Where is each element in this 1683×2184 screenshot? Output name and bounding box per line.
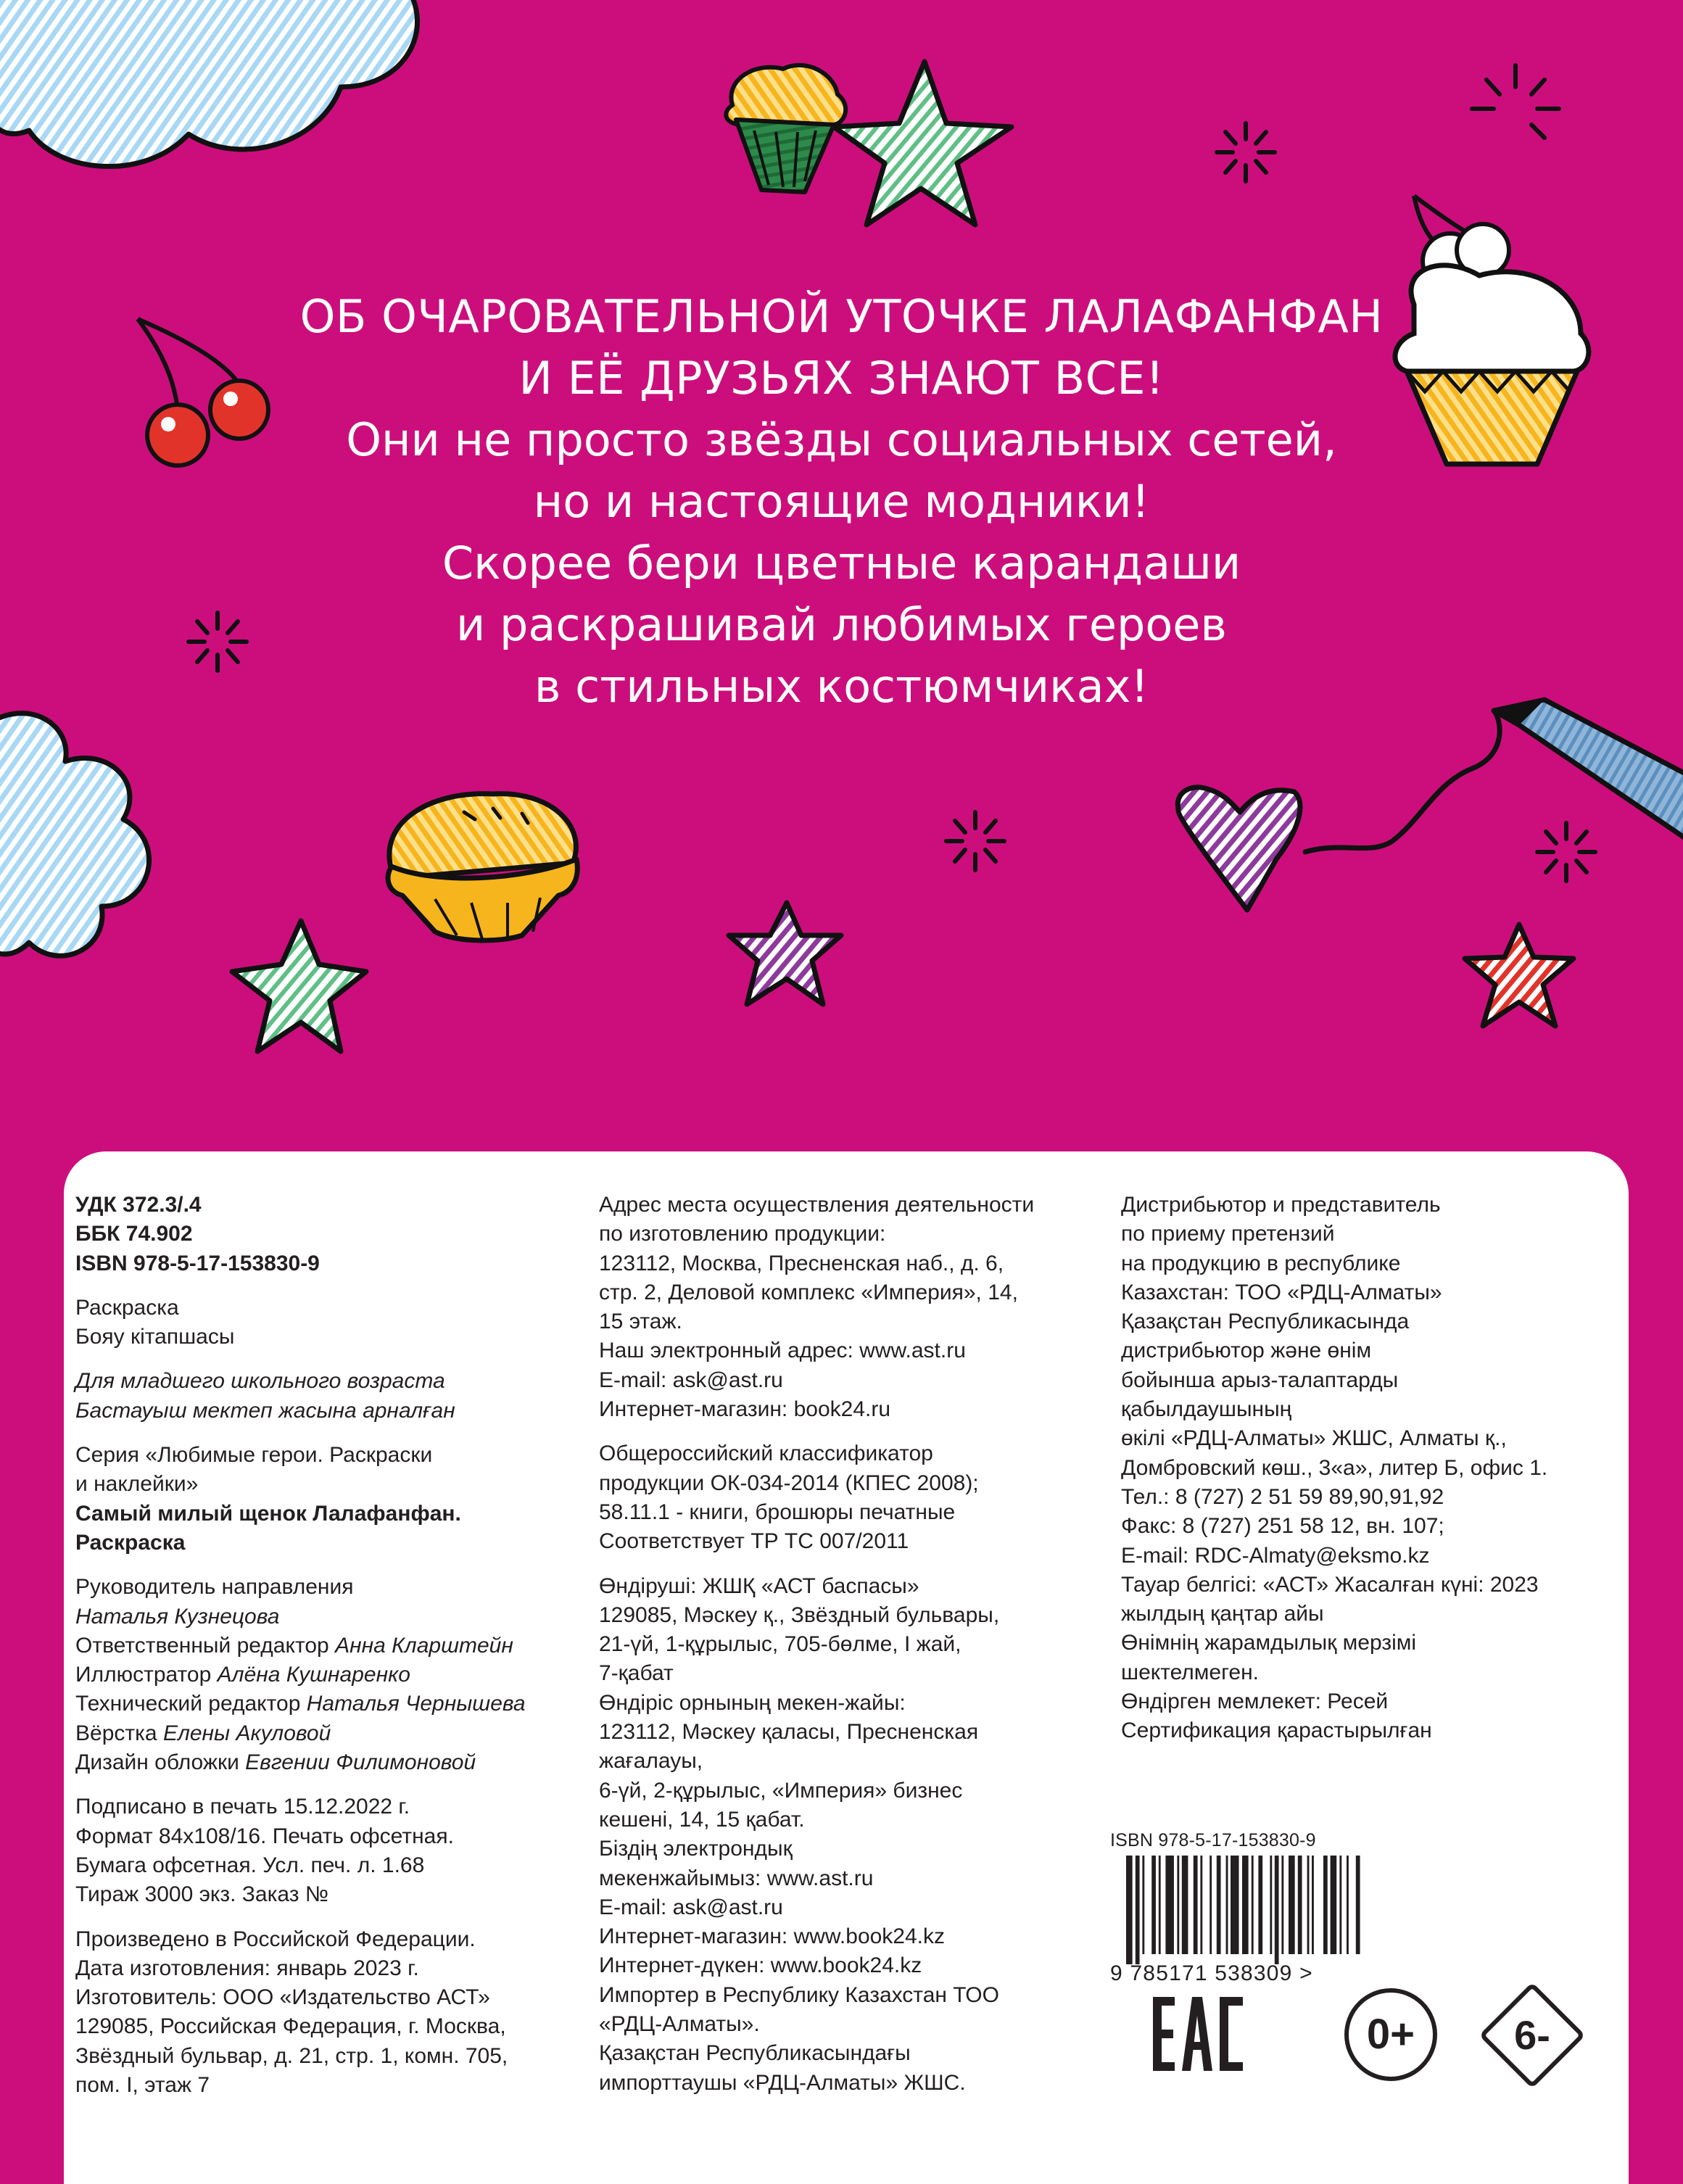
credit-name: Анна Кларштейн	[335, 1633, 513, 1658]
kazakh-line: Интернет-магазин: www.book24.kz	[599, 1924, 946, 1949]
blurb-line: в стильных костюмчиках!	[534, 659, 1149, 713]
purple-star	[729, 903, 841, 1004]
distributor-line: Казахстан: ТОО «РДЦ-Алматы»	[1121, 1280, 1442, 1304]
blurb-line: Они не просто звёзды социальных сетей,	[346, 413, 1337, 466]
credits	[75, 1573, 576, 1777]
kazakh-line: Біздің электрондық	[599, 1837, 793, 1861]
classifier-line: 58.11.1 - книги, брошюры печатные	[599, 1500, 956, 1524]
barcode-block	[1110, 1830, 1400, 1986]
credit-line	[75, 1748, 576, 1777]
barcode-bar	[1339, 1856, 1341, 1954]
imprint-panel	[64, 1151, 1629, 2184]
barcode-bar	[1307, 1856, 1310, 1954]
distributor-line: Факс: 8 (727) 251 58 12, вн. 107;	[1121, 1514, 1444, 1539]
kazakh-line: 129085, Мәскеу қ., Звёздный бульвары,	[599, 1602, 1000, 1627]
isbn-code: ISBN 978-5-17-153830-9	[75, 1251, 320, 1275]
barcode-bar	[1200, 1856, 1202, 1954]
credit-name: Наталья Кузнецова	[75, 1604, 280, 1629]
address-line: E-mail: ask@ast.ru	[599, 1368, 783, 1392]
classifier-line: Общероссийский классификатор	[599, 1441, 933, 1466]
address-line: 15 этаж.	[599, 1310, 682, 1334]
kazakh-line: импорттаушы «РДЦ-Алматы» ЖШС.	[599, 2070, 966, 2095]
credit-role: Ответственный редактор	[75, 1633, 336, 1658]
barcode-bar	[1159, 1856, 1161, 1954]
book-title-line: Самый милый щенок Лалафанфан.	[75, 1501, 461, 1526]
credit-role: Иллюстратор	[75, 1663, 218, 1687]
distributor-line: Тел.: 8 (727) 2 51 59 89,90,91,92	[1121, 1484, 1444, 1509]
barcode-bar	[1136, 1856, 1140, 1964]
green-star-top	[834, 62, 1012, 225]
age-rating-diamond-label: 6-	[1514, 2012, 1550, 2058]
blurb-line: И ЕЁ ДРУЗЬЯХ ЗНАЮТ ВСЕ!	[518, 351, 1165, 405]
barcode-bar	[1151, 1856, 1156, 1954]
print-line: Бумага офсетная. Усл. печ. л. 1.68	[75, 1853, 425, 1877]
green-muffin	[726, 65, 845, 192]
credit-name: Алёна Кушнаренко	[217, 1663, 410, 1687]
udk-code: УДК 372.3/.4	[75, 1193, 202, 1217]
classifier-line: Соответствует ТР ТС 007/2011	[599, 1529, 909, 1554]
eac-mark-icon	[1151, 1987, 1246, 2081]
distributor-details	[1121, 1191, 1621, 1746]
bbk-code: ББК 74.902	[75, 1222, 193, 1246]
cloud-top-left	[0, 0, 418, 167]
barcode-digits: 9 785171 538309 >	[1110, 1961, 1313, 1985]
barcode-bar	[1231, 1856, 1239, 1954]
pencil	[1305, 700, 1683, 852]
kazakh-line: Интернет-дүкен: www.book24.kz	[599, 1953, 922, 1978]
kazakh-line: Қазақстан Республикасындағы	[599, 2041, 911, 2066]
credit-name: Наталья Чернышева	[306, 1692, 526, 1716]
barcode-bar	[1331, 1856, 1337, 1954]
credit-role: Технический редактор	[75, 1692, 307, 1716]
barcode-bar	[1142, 1856, 1144, 1954]
distributor-line: Өнімнің жарамдылық мерзімі	[1121, 1631, 1417, 1655]
kazakh-line: 123112, Мәскеу қаласы, Пресненская	[599, 1720, 979, 1745]
address-line: 123112, Москва, Пресненская наб., д. 6,	[599, 1251, 1004, 1275]
distributor-line: Өндірген мемлекет: Ресей	[1121, 1689, 1389, 1714]
audience-line: Бастауыш мектеп жасына арналған	[75, 1398, 455, 1423]
distributor-line: Қазақстан Республикасында	[1121, 1310, 1410, 1334]
kazakh-line: 7-қабат	[599, 1661, 674, 1686]
barcode-bars	[1110, 1856, 1371, 1964]
address-line: стр. 2, Деловой комплекс «Империя», 14,	[599, 1280, 1018, 1304]
kazakh-line: кешені, 14, 15 қабат.	[599, 1807, 805, 1832]
credit-role: Руководитель направления	[75, 1575, 354, 1600]
print-line: Формат 84х108/16. Печать офсетная.	[75, 1824, 454, 1848]
print-line: Подписано в печать 15.12.2022 г.	[75, 1795, 410, 1819]
kazakh-line: Импортер в Республику Казахстан ТОО	[599, 1982, 999, 2007]
barcode-bar	[1323, 1856, 1328, 1954]
age-rating-diamond	[1478, 1981, 1587, 2090]
barcode-bar	[1275, 1856, 1279, 1964]
credit-role: Дизайн обложки	[75, 1750, 246, 1775]
distributor-line: қабылдаушының	[1121, 1397, 1292, 1422]
barcode-bar	[1270, 1856, 1272, 1954]
credit-line	[75, 1573, 576, 1602]
kazakh-line: жағалауы,	[599, 1749, 703, 1774]
barcode-bar	[1298, 1856, 1302, 1954]
blurb-line: но и настоящие модники!	[533, 474, 1150, 528]
barcode-bar	[1356, 1856, 1360, 1954]
barcode-bar	[1312, 1856, 1314, 1954]
imprint-column-1	[75, 1191, 576, 2115]
print-details	[75, 1792, 576, 1909]
cloud-left	[0, 713, 149, 956]
series-line: Серия «Любимые герои. Раскраски	[75, 1443, 433, 1468]
barcode-bar	[1177, 1856, 1179, 1954]
credit-line	[75, 1631, 576, 1660]
red-star	[1465, 925, 1574, 1026]
series-line: и наклейки»	[75, 1472, 199, 1497]
distributor-line: өкілі «РДЦ-Алматы» ЖШС, Алматы қ.,	[1121, 1426, 1507, 1451]
kazakh-line: Өндіруші: ЖШҚ «АСТ баспасы»	[599, 1573, 919, 1598]
distributor-line: шектелмеген.	[1121, 1660, 1259, 1684]
address-line: по изготовлению продукции:	[599, 1222, 886, 1246]
production-line: Произведено в Российской Федерации.	[75, 1927, 476, 1951]
barcode-bar	[1347, 1856, 1349, 1954]
genre	[75, 1294, 576, 1352]
production-line: пом. I, этаж 7	[75, 2073, 210, 2098]
barcode-bar	[1226, 1856, 1228, 1954]
print-line: Тираж 3000 экз. Заказ №	[75, 1882, 329, 1907]
barcode-bar	[1182, 1856, 1188, 1954]
blurb-line: ОБ ОЧАРОВАТЕЛЬНОЙ УТОЧКЕ ЛАЛАФАНФАН	[299, 290, 1384, 343]
distributor-line: Дистрибьютор и представитель	[1121, 1193, 1441, 1217]
credit-name: Евгении Филимоновой	[245, 1750, 476, 1775]
distributor-line: дистрибьютор және өнім	[1121, 1339, 1372, 1363]
book-title-line: Раскраска	[75, 1530, 186, 1555]
age-rating-circle: 0+	[1344, 1988, 1437, 2081]
distributor-line: Домбровский көш., 3«а», литер Б, офис 1.	[1121, 1455, 1548, 1480]
production-line: Звёздный бульвар, д. 21, стр. 1, комн. 705,	[75, 2043, 508, 2068]
credit-line	[75, 1602, 576, 1631]
production-details	[75, 1925, 576, 2101]
green-star-bottom	[232, 921, 366, 1051]
credit-line	[75, 1719, 576, 1748]
blurb-line: и раскрашивай любимых героев	[456, 597, 1227, 651]
kazakh-details	[599, 1572, 1128, 2098]
product-classifier	[599, 1439, 1128, 1556]
address-line: Наш электронный адрес: www.ast.ru	[599, 1339, 966, 1363]
address-line: Интернет-магазин: book24.ru	[599, 1397, 891, 1422]
distributor-line: E-mail: RDC-Almaty@eksmo.kz	[1121, 1543, 1430, 1568]
classifier-line: продукции ОК-034-2014 (КПЕС 2008);	[599, 1471, 979, 1495]
distributor-line: бойынша арыз-талаптарды	[1121, 1368, 1399, 1392]
address-line: Адрес места осуществления деятельности	[599, 1193, 1035, 1217]
kazakh-line: «РДЦ-Алматы».	[599, 2012, 760, 2037]
credit-line	[75, 1689, 576, 1718]
barcode-bar	[1289, 1856, 1295, 1954]
kazakh-line: Өндіріс орнының мекен-жайы:	[599, 1690, 906, 1715]
barcode-bar	[1258, 1856, 1262, 1954]
barcode-bar	[1242, 1856, 1249, 1954]
barcode-bar	[1126, 1856, 1133, 1964]
kazakh-line: 21-үй, 1-құрылыс, 705-бөлме, I жай,	[599, 1632, 962, 1657]
barcode-bar	[1209, 1856, 1212, 1954]
classification-codes	[75, 1191, 576, 1278]
barcode-bar	[1217, 1856, 1221, 1954]
purple-heart	[1178, 787, 1300, 910]
distributor-line: по приему претензий	[1121, 1222, 1335, 1246]
production-line: Изготовитель: ООО «Издательство АСТ»	[75, 1985, 490, 2010]
kazakh-line: мекенжайымыз: www.ast.ru	[599, 1866, 874, 1890]
distributor-line: жылдың қаңтар айы	[1121, 1602, 1324, 1626]
credit-name: Елены Акуловой	[162, 1721, 331, 1745]
barcode-bar	[1194, 1856, 1198, 1954]
distributor-line: Сертификация қарастырылған	[1121, 1718, 1432, 1743]
barcode-bar	[1281, 1856, 1283, 1954]
imprint-column-3	[1121, 1191, 1621, 1761]
production-line: Дата изготовления: январь 2023 г.	[75, 1956, 419, 1980]
barcode-bar	[1165, 1856, 1174, 1954]
credit-line	[75, 1660, 576, 1689]
production-address	[599, 1191, 1128, 1424]
audience	[75, 1367, 576, 1426]
barcode-isbn-label: ISBN 978-5-17-153830-9	[1110, 1830, 1316, 1850]
distributor-line: на продукцию в республике	[1121, 1251, 1401, 1275]
credit-role: Вёрстка	[75, 1721, 163, 1745]
pie	[388, 794, 577, 940]
barcode-bar	[1252, 1856, 1254, 1954]
cover-blurb	[0, 286, 1683, 718]
series-and-title	[75, 1441, 576, 1558]
blurb-line: Скорее бери цветные карандаши	[442, 536, 1241, 590]
audience-line: Для младшего школьного возраста	[75, 1369, 445, 1394]
production-line: 129085, Российская Федерация, г. Москва,	[75, 2014, 506, 2039]
imprint-column-2	[599, 1191, 1128, 2113]
kazakh-line: 6-үй, 2-құрылыс, «Империя» бизнес	[599, 1778, 963, 1803]
kazakh-line: E-mail: ask@ast.ru	[599, 1895, 783, 1919]
genre-line: Бояу кітапшасы	[75, 1325, 235, 1349]
genre-line: Раскраска	[75, 1295, 179, 1320]
distributor-line: Тауар белгісі: «АСТ» Жасалған күні: 2023	[1121, 1572, 1539, 1597]
